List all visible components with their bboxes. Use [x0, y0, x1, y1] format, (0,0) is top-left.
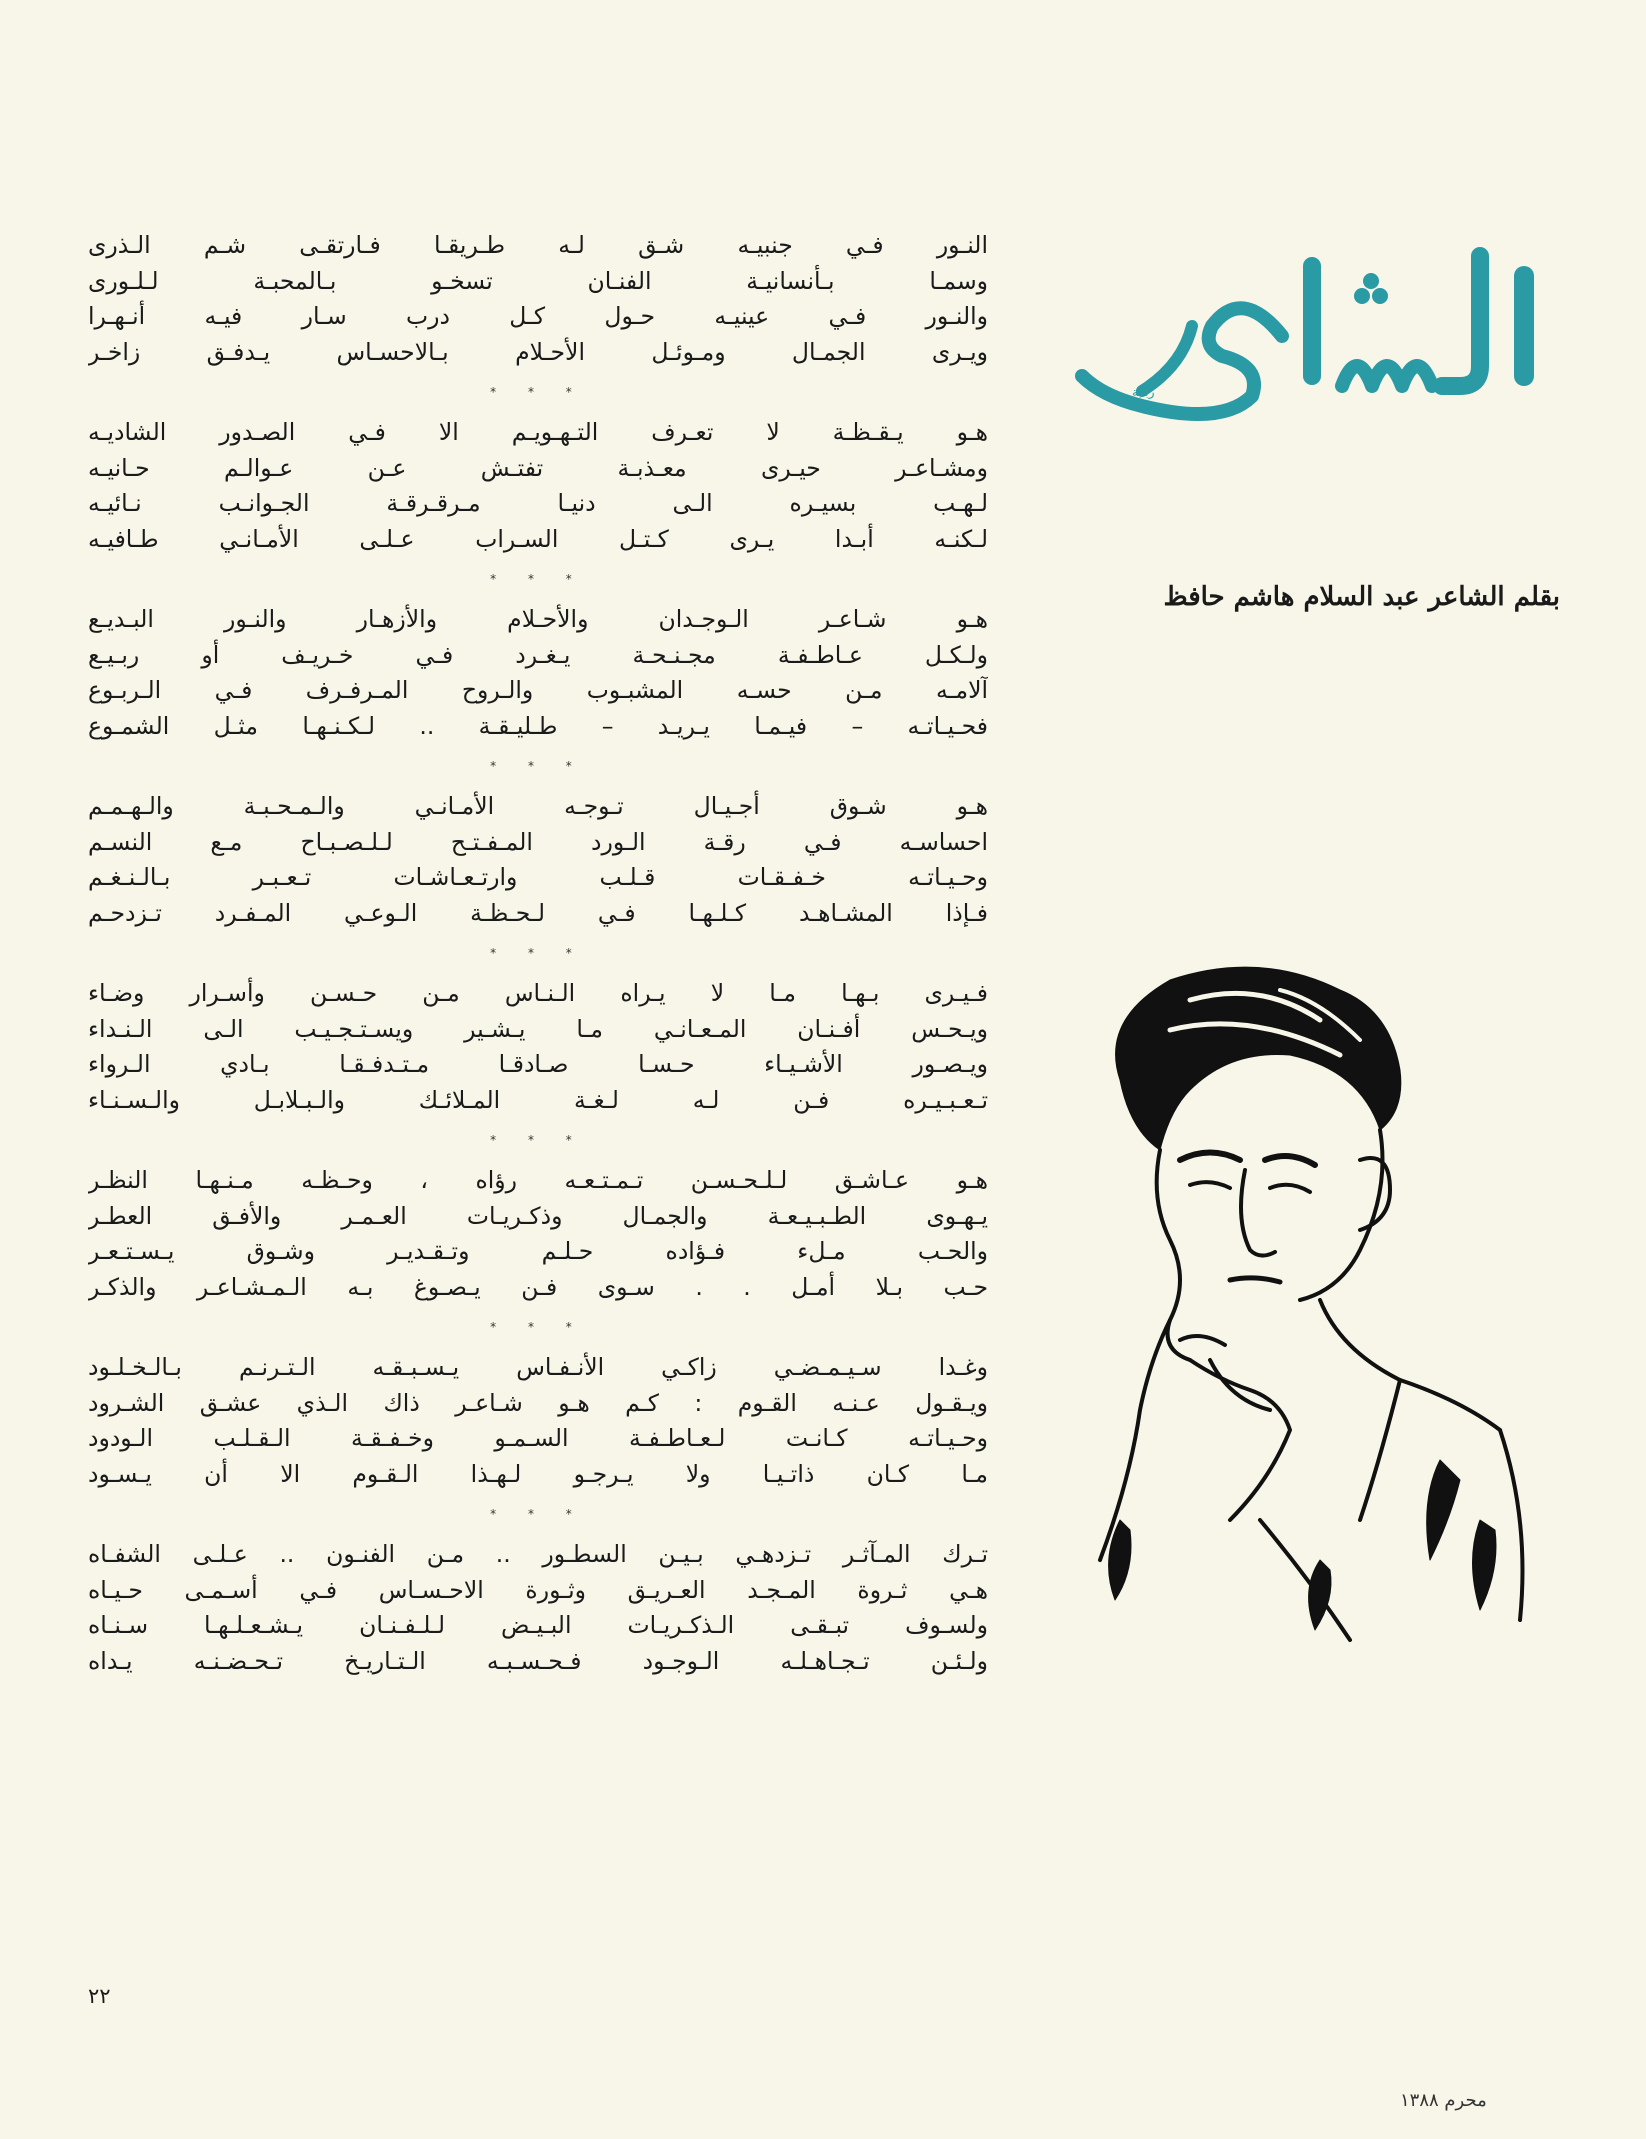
- poem-line: تـرك المـآثـر تـزدهـي بـيـن السطـور .. مـن الفنـون .. عـلـى الشفـاه: [88, 1540, 988, 1568]
- poem-line: ويـصـور الأشـيـاء حـسـا صـادقـا مـتـدفـقـا بـادي الـرواء: [88, 1050, 988, 1078]
- poem-line: ويـقـول عـنـه القـوم : كـم هـو شـاعـر ذاك الـذي عشـق الشـرود: [88, 1388, 988, 1417]
- poem-line: ولسـوف تبـقـى الـذكـريـات البـيـض لـلـفـنـان يـشـعـلـهـا سـنـاه: [88, 1611, 988, 1639]
- poem-line: هـو شـوق أجـيـال تـوجـه الأمـانـي والـمـحـبـة والـهـمـم: [88, 792, 988, 820]
- stanza-separator: * * *: [490, 1507, 586, 1521]
- stanza: [88, 228, 988, 370]
- poem-line: وغـدا سـيـمـضـي زاكـي الأنـفـاس يـسـبـقـه الـتـرنـم بـالـخـلـود: [88, 1353, 988, 1381]
- stanza-separator: * * *: [490, 1320, 586, 1334]
- poem-line: مـا كـان ذاتـيـا ولا يـرجـو لـهـذا الـقـوم الا أن يـسـود: [88, 1459, 988, 1488]
- poem-line: وحـيـاتـه كـانـت لـعـاطـفـة السـمـو وخـفـقـة الـقـلـب الـودود: [88, 1424, 988, 1452]
- poem-line: ويـحـس أفـنـان المـعـانـي مـا يـشـير ويسـتـجـيـب الـى الـنـداء: [88, 1014, 988, 1043]
- stanza: [88, 976, 988, 1118]
- poem-line: يـهـوى الطـبـيـعـة والجمـال وذكـريـات العـمـر والأفـق العطـر: [88, 1201, 988, 1230]
- poem-line: فـيـرى بـهـا مـا لا يـراه الـنـاس مـن حـسـن وأسـرار وضـاء: [88, 979, 988, 1007]
- poem-line: آلامـه مـن حسـه المشبـوب والـروح المـرفـرف فـي الـربـوع: [88, 676, 988, 704]
- poem-line: هـو شـاعـر الـوجـدان والأحـلام والأزهـار والنـور البـديـع: [88, 605, 988, 633]
- stanza: [88, 789, 988, 931]
- stanza: [88, 1537, 988, 1679]
- poem-line: ولـكـل عـاطـفـة مجـنـحـة يـغـرد فـي خـريـف أو ربـيـع: [88, 640, 988, 669]
- poem-line: ومشـاعـر حيـرى معـذبـة تفتـش عـن عـوالـم حـانيـه: [88, 453, 988, 482]
- poem-line: وحـيـاتـه خـفـقـات قـلـب وارتـعـاشـات تـعـبـر بـالـنـغـم: [88, 863, 988, 891]
- poem-line: فـإذا المشـاهـد كـلـهـا فـي لـحـظـة الـوعـي المـفـرد تـزدحـم: [88, 898, 988, 927]
- poem-line: فحـيـاتـه – فيـمـا يـريـد – طـليـقـة .. لـكـنـهـا مثـل الشمـوع: [88, 711, 988, 740]
- title-tag: ربابة: [1132, 385, 1155, 399]
- poem-line: النـور فـي جنبيـه شـق لـه طـريقـا فـارتقـى شـم الـذرى: [88, 231, 988, 259]
- stanza-separator: * * *: [490, 572, 586, 586]
- stanza-separator: * * *: [490, 759, 586, 773]
- poem-line: هـي ثـروة المـجـد العـريـق وثـورة الاحـسـاس فـي أسـمـى حـيـاه: [88, 1575, 988, 1604]
- poem-line: ويـرى الجمـال ومـوئـل الأحـلام بـالاحسـاس يـدفـق زاخـر: [88, 337, 988, 366]
- poem-column: [88, 228, 988, 1679]
- stanza-separator: * * *: [490, 1133, 586, 1147]
- poem-line: ولـئـن تـجـاهـلـه الـوجـود فـحـسـبـه الـتـاريـخ تـحـضـنـه يـداه: [88, 1646, 988, 1675]
- byline: بقلم الشاعر عبد السلام هاشم حافظ: [1163, 582, 1560, 612]
- poem-line: هـو عـاشـق لـلـحـسـن تـمـتـعـه رؤاه ، وحـظـه مـنـهـا النظـر: [88, 1166, 988, 1194]
- poem-line: لـهـب بسيـره الـى دنيـا مـرقـرقـة الجـوانـب نـائيـه: [88, 489, 988, 517]
- poem-line: وسمـا بـأنسانيـة الفنـان تسخـو بـالمحبـة لـلـورى: [88, 266, 988, 295]
- stanza: [88, 602, 988, 744]
- title-calligraphy: [1062, 226, 1562, 426]
- poem-line: تـعـبـيـره فـن لـه لـغـة المـلائـك والـبـلابـل والـسـنـاء: [88, 1085, 988, 1114]
- poem-line: لـكنـه أبـدا يـرى كـتـل السـراب عـلـى الأمـانـي طـافيـه: [88, 524, 988, 553]
- poem-line: والنـور فـي عينيـه حـول كـل درب سـار فيـه أنـهـرا: [88, 302, 988, 330]
- stanza-separator: * * *: [490, 385, 586, 399]
- poem-line: حـب بـلا أمـل . . سـوى فـن يـصـوغ بـه الـمـشـاعـر والذكـر: [88, 1272, 988, 1301]
- stanza-separator: * * *: [490, 946, 586, 960]
- issue-date: محرم ١٣٨٨: [1400, 2090, 1487, 2111]
- poem-line: احساسـه فـي رقـة الـورد المـفـتـح لـلـصـبـاح مـع النسـم: [88, 827, 988, 856]
- stanza: [88, 1163, 988, 1305]
- poem-line: هـو يـقـظـة لا تعـرف التـهـويـم الا فـي الصـدور الشاديـه: [88, 418, 988, 446]
- stanza: [88, 415, 988, 557]
- stanza: [88, 1350, 988, 1492]
- page-number: ٢٢: [88, 1984, 111, 2008]
- portrait-illustration: [1060, 960, 1560, 1650]
- poem-line: والحـب مـلء فـؤاده حـلـم وتـقـديـر وشـوق يـسـتـعـر: [88, 1237, 988, 1265]
